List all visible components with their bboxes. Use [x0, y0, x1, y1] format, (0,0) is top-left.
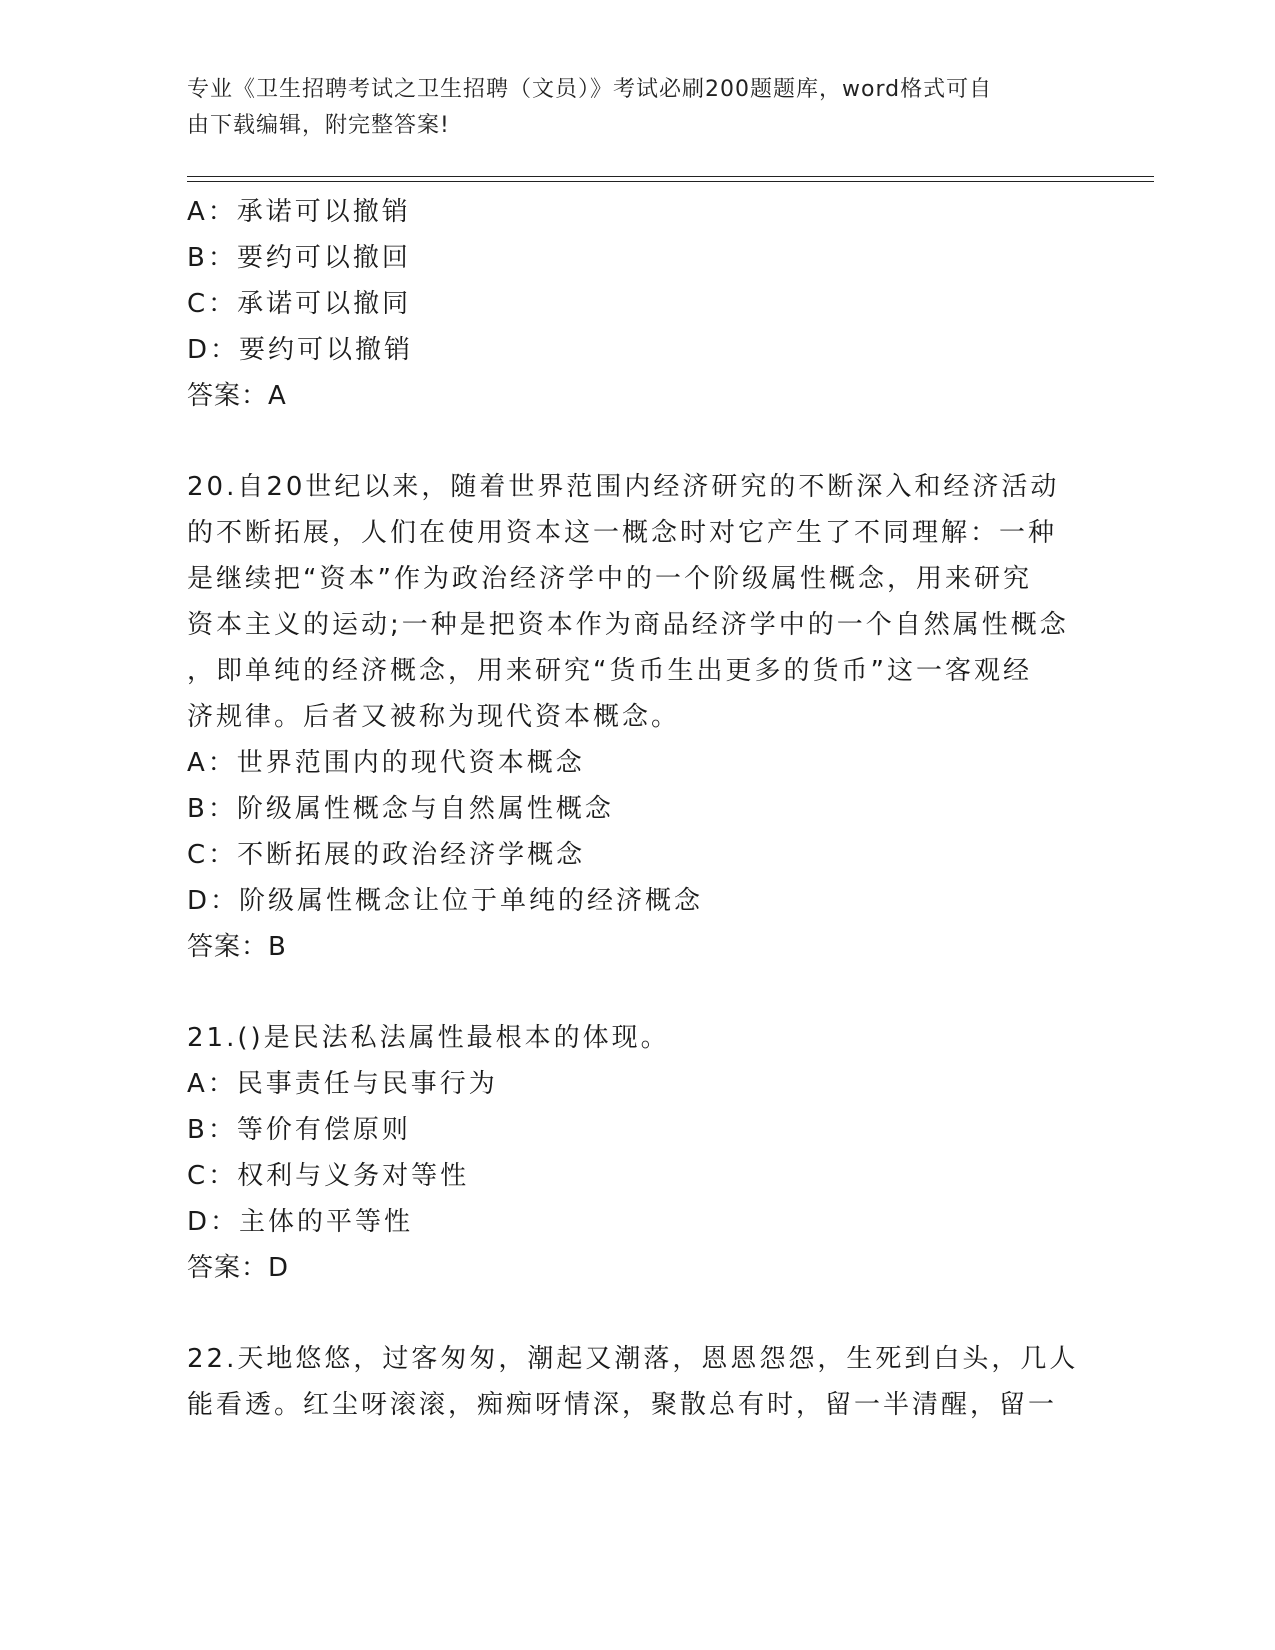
answer: 答案：B	[187, 932, 287, 962]
question-text-line: 资本主义的运动;一种是把资本作为商品经济学中的一个自然属性概念	[187, 610, 1069, 640]
header-rule-bottom	[187, 181, 1154, 182]
option-a: A：民事责任与民事行为	[187, 1069, 498, 1099]
question-text-line: ，即单纯的经济概念，用来研究“货币生出更多的货币”这一客观经	[187, 656, 1032, 686]
question-text-line: 20.自20世纪以来，随着世界范围内经济研究的不断深入和经济活动	[187, 472, 1060, 502]
question-text-line: 21.()是民法私法属性最根本的体现。	[187, 1023, 670, 1053]
question-text-line: 济规律。后者又被称为现代资本概念。	[187, 702, 681, 732]
header-line-1: 专业《卫生招聘考试之卫生招聘（文员）》考试必刷200题题库，word格式可自	[187, 77, 993, 102]
option-c: C：不断拓展的政治经济学概念	[187, 840, 586, 870]
document-body	[187, 189, 1087, 1428]
spacer	[187, 1291, 1087, 1336]
spacer	[187, 970, 1087, 1015]
question-text-line: 是继续把“资本”作为政治经济学中的一个阶级属性概念，用来研究	[187, 564, 1032, 594]
option-a: A：承诺可以撤销	[187, 197, 411, 227]
question-20	[187, 464, 1087, 970]
question-text-line: 22.天地悠悠，过客匆匆，潮起又潮落，恩恩怨怨，生死到白头，几人	[187, 1344, 1079, 1374]
question-19	[187, 189, 1087, 419]
option-d: D：主体的平等性	[187, 1207, 414, 1237]
question-21	[187, 1015, 1087, 1291]
option-b: B：阶级属性概念与自然属性概念	[187, 794, 614, 824]
answer: 答案：D	[187, 1253, 290, 1283]
option-c: C：承诺可以撤同	[187, 289, 412, 319]
header-rule-top	[187, 176, 1154, 177]
question-text-line: 的不断拓展，人们在使用资本这一概念时对它产生了不同理解：一种	[187, 518, 1058, 548]
option-b: B：要约可以撤回	[187, 243, 411, 273]
document-header	[187, 72, 1067, 144]
question-22	[187, 1336, 1087, 1428]
answer: 答案：A	[187, 381, 287, 411]
option-c: C：权利与义务对等性	[187, 1161, 470, 1191]
option-d: D：要约可以撤销	[187, 335, 414, 365]
option-d: D：阶级属性概念让位于单纯的经济概念	[187, 886, 704, 916]
question-text-line: 能看透。红尘呀滚滚，痴痴呀情深，聚散总有时，留一半清醒，留一	[187, 1390, 1058, 1420]
header-line-2: 由下载编辑，附完整答案!	[187, 113, 450, 138]
option-b: B：等价有偿原则	[187, 1115, 411, 1145]
spacer	[187, 419, 1087, 464]
option-a: A：世界范围内的现代资本概念	[187, 748, 585, 778]
